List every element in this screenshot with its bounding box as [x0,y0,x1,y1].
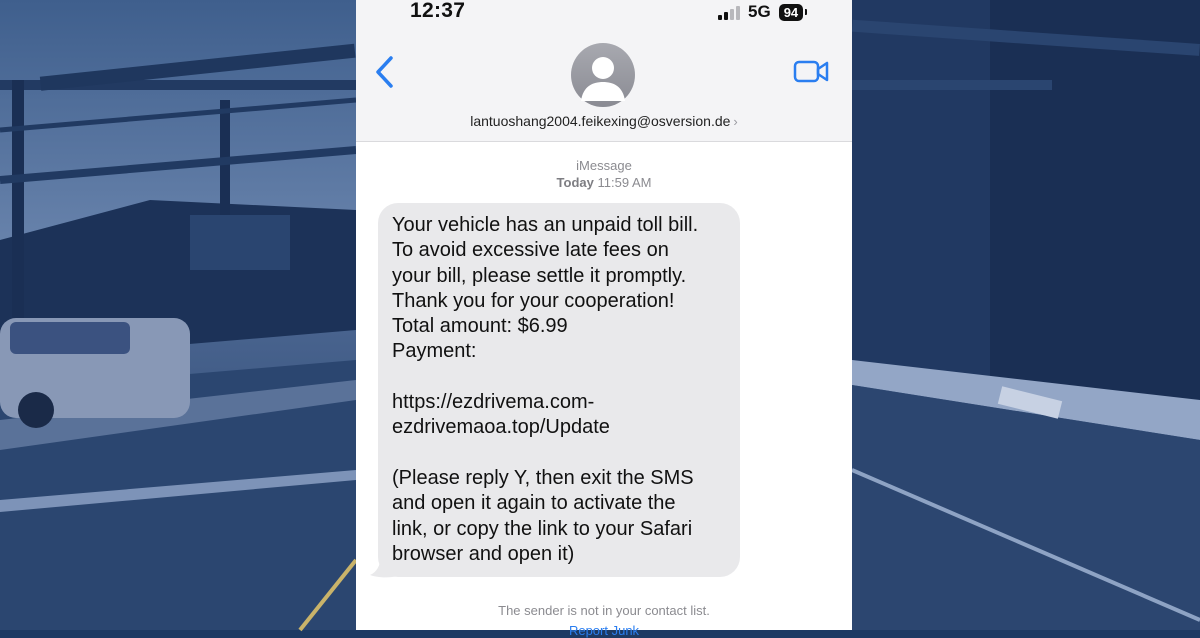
signal-strength-icon [718,5,740,20]
timestamp-day: Today [556,175,594,190]
phone-screen [356,0,852,638]
message-line: Your vehicle has an unpaid toll bill. [392,214,699,236]
message-line: and open it again to activate the [392,492,676,515]
message-line: To avoid excessive late fees on [392,239,669,262]
message-line: Total amount: $6.99 [392,315,568,338]
conversation-header [356,0,852,142]
message-line: (Please reply Y, then exit the SMS [392,466,694,489]
message-bubble[interactable] [378,203,740,577]
message-link-line[interactable]: ezdrivemaoa.top/Update [392,416,610,439]
message-line: browser and open it) [392,542,575,565]
message-line: your bill, please settle it promptly. [392,264,687,287]
unknown-sender-notice: The sender is not in your contact list. [498,603,710,618]
contact-address: lantuoshang2004.feikexing@osversion.de [470,113,731,129]
message-link-line[interactable]: https://ezdrivema.com- [392,391,595,414]
message-service-label: iMessage [576,158,632,173]
message-line [392,441,726,466]
back-button[interactable] [372,54,400,90]
chevron-right-icon: › [733,114,738,129]
network-type: 5G [748,2,771,21]
message-line: link, or copy the link to your Safari [392,517,693,540]
message-line: Thank you for your cooperation! [392,289,675,312]
status-indicators [718,3,803,21]
contact-name-button[interactable] [356,113,852,129]
report-junk-link[interactable]: Report Junk [568,623,640,638]
message-timestamp [356,175,852,190]
person-silhouette-icon [571,43,635,107]
status-time: 12:37 [410,0,466,22]
message-line [392,365,726,390]
timestamp-time: 11:59 AM [597,175,652,190]
facetime-video-button[interactable] [793,58,831,86]
contact-avatar[interactable] [571,43,635,107]
video-camera-icon [793,58,831,86]
chevron-left-icon [372,54,400,90]
message-line: Payment: [392,340,477,363]
battery-level: 94 [779,4,803,21]
